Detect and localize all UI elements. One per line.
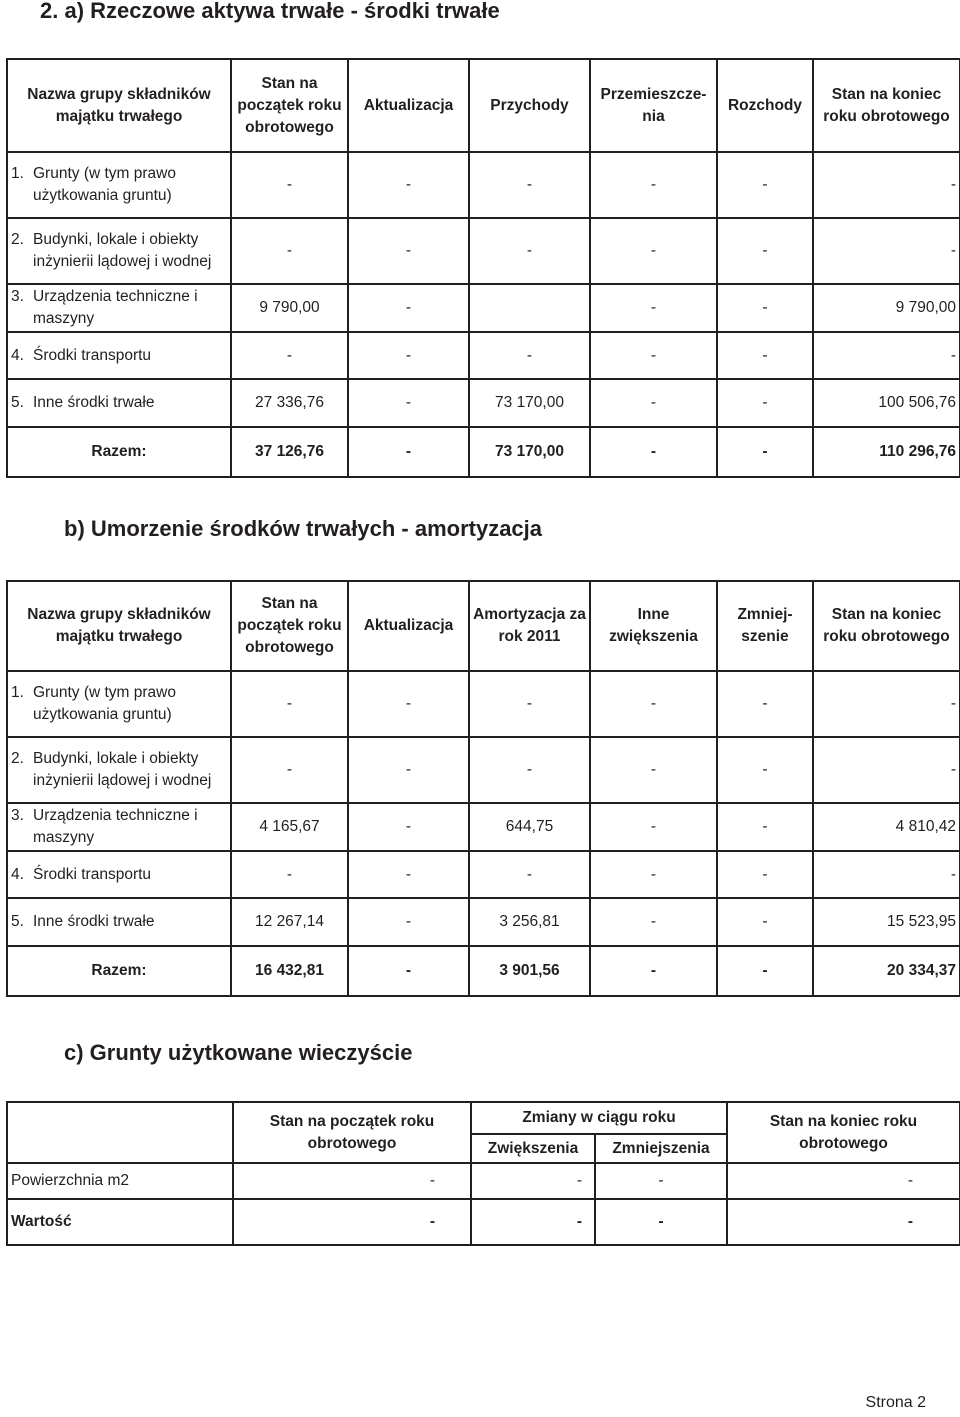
table-row bbox=[7, 379, 960, 427]
col-header-revaluation: Aktualizacja bbox=[348, 581, 469, 671]
cell-start: - bbox=[231, 218, 348, 284]
row-label: 3. Urządzenia techniczne i maszyny bbox=[7, 284, 231, 332]
cell-increase: - bbox=[471, 1199, 595, 1245]
cell-end: 15 523,95 bbox=[813, 898, 960, 946]
cell-revaluation: - bbox=[348, 803, 469, 851]
row-label: 3. Urządzenia techniczne i maszyny bbox=[7, 803, 231, 851]
col-header-changes: Zmiany w ciągu roku bbox=[471, 1102, 727, 1134]
cell-decrease: - bbox=[717, 803, 813, 851]
row-label: 4. Środki transportu bbox=[7, 332, 231, 379]
cell-revaluation: - bbox=[348, 851, 469, 898]
table-row bbox=[7, 1199, 960, 1245]
cell-depreciation: 644,75 bbox=[469, 803, 590, 851]
cell-end: - bbox=[813, 737, 960, 803]
cell-decrease: - bbox=[595, 1199, 727, 1245]
cell-end: 9 790,00 bbox=[813, 284, 960, 332]
row-label: 5. Inne środki trwałe bbox=[7, 379, 231, 427]
cell-transfers: - bbox=[590, 332, 717, 379]
cell-revaluation: - bbox=[348, 152, 469, 218]
cell-start: - bbox=[233, 1199, 471, 1245]
table-row bbox=[7, 737, 960, 803]
table-header-row bbox=[7, 1102, 960, 1134]
total-revaluation: - bbox=[348, 427, 469, 477]
col-header-end: Stan na koniec roku obrotowego bbox=[727, 1102, 960, 1163]
total-other-increases: - bbox=[590, 946, 717, 996]
total-additions: 73 170,00 bbox=[469, 427, 590, 477]
col-header-additions: Przychody bbox=[469, 59, 590, 152]
cell-end: - bbox=[813, 851, 960, 898]
row-label: 1. Grunty (w tym prawo użytkowania gruntu) bbox=[7, 671, 231, 737]
cell-start: - bbox=[231, 851, 348, 898]
cell-other-increases: - bbox=[590, 671, 717, 737]
col-header-other-increases: Inne zwiększenia bbox=[590, 581, 717, 671]
page-number: Strona 2 bbox=[865, 1394, 926, 1411]
cell-depreciation: - bbox=[469, 851, 590, 898]
table-header-row bbox=[7, 581, 960, 671]
cell-disposals: - bbox=[717, 379, 813, 427]
col-header-empty bbox=[7, 1102, 233, 1163]
cell-start: 12 267,14 bbox=[231, 898, 348, 946]
total-label: Razem: bbox=[7, 946, 231, 996]
cell-disposals: - bbox=[717, 284, 813, 332]
cell-start: - bbox=[231, 152, 348, 218]
table-row bbox=[7, 152, 960, 218]
col-header-increase: Zwiększenia bbox=[471, 1134, 595, 1163]
row-label: 2. Budynki, lokale i obiekty inżynierii lądowej i wodnej bbox=[7, 218, 231, 284]
cell-revaluation: - bbox=[348, 898, 469, 946]
cell-increase: - bbox=[471, 1163, 595, 1199]
cell-depreciation: 3 256,81 bbox=[469, 898, 590, 946]
col-header-start: Stan na początek roku obrotowego bbox=[231, 59, 348, 152]
cell-revaluation: - bbox=[348, 737, 469, 803]
cell-end: - bbox=[813, 152, 960, 218]
row-label: Powierzchnia m2 bbox=[7, 1163, 233, 1199]
cell-other-increases: - bbox=[590, 851, 717, 898]
col-header-start: Stan na początek roku obrotowego bbox=[231, 581, 348, 671]
cell-transfers: - bbox=[590, 379, 717, 427]
cell-additions: - bbox=[469, 332, 590, 379]
cell-additions bbox=[469, 284, 590, 332]
cell-depreciation: - bbox=[469, 671, 590, 737]
cell-start: - bbox=[233, 1163, 471, 1199]
cell-decrease: - bbox=[717, 671, 813, 737]
total-row bbox=[7, 946, 960, 996]
row-label: 4. Środki transportu bbox=[7, 851, 231, 898]
cell-transfers: - bbox=[590, 284, 717, 332]
cell-start: 4 165,67 bbox=[231, 803, 348, 851]
total-transfers: - bbox=[590, 427, 717, 477]
table-row bbox=[7, 803, 960, 851]
cell-other-increases: - bbox=[590, 737, 717, 803]
cell-additions: 73 170,00 bbox=[469, 379, 590, 427]
cell-start: - bbox=[231, 737, 348, 803]
cell-end: - bbox=[813, 218, 960, 284]
cell-decrease: - bbox=[717, 851, 813, 898]
total-disposals: - bbox=[717, 427, 813, 477]
col-header-disposals: Rozchody bbox=[717, 59, 813, 152]
cell-end: 4 810,42 bbox=[813, 803, 960, 851]
cell-start: - bbox=[231, 671, 348, 737]
total-revaluation: - bbox=[348, 946, 469, 996]
cell-other-increases: - bbox=[590, 898, 717, 946]
cell-revaluation: - bbox=[348, 671, 469, 737]
table-row bbox=[7, 851, 960, 898]
table-row bbox=[7, 898, 960, 946]
cell-start: 27 336,76 bbox=[231, 379, 348, 427]
col-header-decrease: Zmniejszenia bbox=[595, 1134, 727, 1163]
cell-other-increases: - bbox=[590, 803, 717, 851]
row-label: 1. Grunty (w tym prawo użytkowania gruntu) bbox=[7, 152, 231, 218]
table-row bbox=[7, 218, 960, 284]
total-decrease: - bbox=[717, 946, 813, 996]
cell-transfers: - bbox=[590, 152, 717, 218]
total-depreciation: 3 901,56 bbox=[469, 946, 590, 996]
col-header-start: Stan na początek roku obrotowego bbox=[233, 1102, 471, 1163]
cell-start: 9 790,00 bbox=[231, 284, 348, 332]
col-header-end: Stan na koniec roku obrotowego bbox=[813, 59, 960, 152]
cell-end: - bbox=[727, 1163, 960, 1199]
table-header-row bbox=[7, 59, 960, 152]
cell-depreciation: - bbox=[469, 737, 590, 803]
section-c-title: c) Grunty użytkowane wieczyście bbox=[64, 1040, 413, 1065]
col-header-revaluation: Aktualizacja bbox=[348, 59, 469, 152]
col-header-decrease: Zmniej-szenie bbox=[717, 581, 813, 671]
total-start: 16 432,81 bbox=[231, 946, 348, 996]
total-end: 20 334,37 bbox=[813, 946, 960, 996]
cell-start: - bbox=[231, 332, 348, 379]
table-row bbox=[7, 671, 960, 737]
cell-end: - bbox=[727, 1199, 960, 1245]
cell-end: - bbox=[813, 332, 960, 379]
cell-disposals: - bbox=[717, 152, 813, 218]
col-header-end: Stan na koniec roku obrotowego bbox=[813, 581, 960, 671]
cell-decrease: - bbox=[717, 898, 813, 946]
total-start: 37 126,76 bbox=[231, 427, 348, 477]
total-row bbox=[7, 427, 960, 477]
cell-decrease: - bbox=[717, 737, 813, 803]
cell-revaluation: - bbox=[348, 218, 469, 284]
col-header-transfers: Przemieszcze-nia bbox=[590, 59, 717, 152]
total-label: Razem: bbox=[7, 427, 231, 477]
row-label: 2. Budynki, lokale i obiekty inżynierii lądowej i wodnej bbox=[7, 737, 231, 803]
cell-disposals: - bbox=[717, 218, 813, 284]
cell-revaluation: - bbox=[348, 284, 469, 332]
perpetual-usufruct-table bbox=[6, 1101, 960, 1246]
table-row bbox=[7, 332, 960, 379]
table-row bbox=[7, 1163, 960, 1199]
col-header-depreciation: Amortyzacja za rok 2011 bbox=[469, 581, 590, 671]
cell-end: 100 506,76 bbox=[813, 379, 960, 427]
section-a-title: 2. a) Rzeczowe aktywa trwałe - środki trwałe bbox=[40, 0, 500, 23]
cell-additions: - bbox=[469, 152, 590, 218]
row-label: Wartość bbox=[7, 1199, 233, 1245]
cell-end: - bbox=[813, 671, 960, 737]
depreciation-table bbox=[6, 580, 960, 997]
cell-disposals: - bbox=[717, 332, 813, 379]
cell-revaluation: - bbox=[348, 332, 469, 379]
cell-transfers: - bbox=[590, 218, 717, 284]
total-end: 110 296,76 bbox=[813, 427, 960, 477]
table-row bbox=[7, 284, 960, 332]
cell-revaluation: - bbox=[348, 379, 469, 427]
col-header-name: Nazwa grupy składników majątku trwałego bbox=[7, 581, 231, 671]
col-header-name: Nazwa grupy składników majątku trwałego bbox=[7, 59, 231, 152]
cell-decrease: - bbox=[595, 1163, 727, 1199]
section-b-title: b) Umorzenie środków trwałych - amortyzacja bbox=[64, 516, 543, 541]
row-label: 5. Inne środki trwałe bbox=[7, 898, 231, 946]
fixed-assets-table bbox=[6, 58, 960, 478]
cell-additions: - bbox=[469, 218, 590, 284]
